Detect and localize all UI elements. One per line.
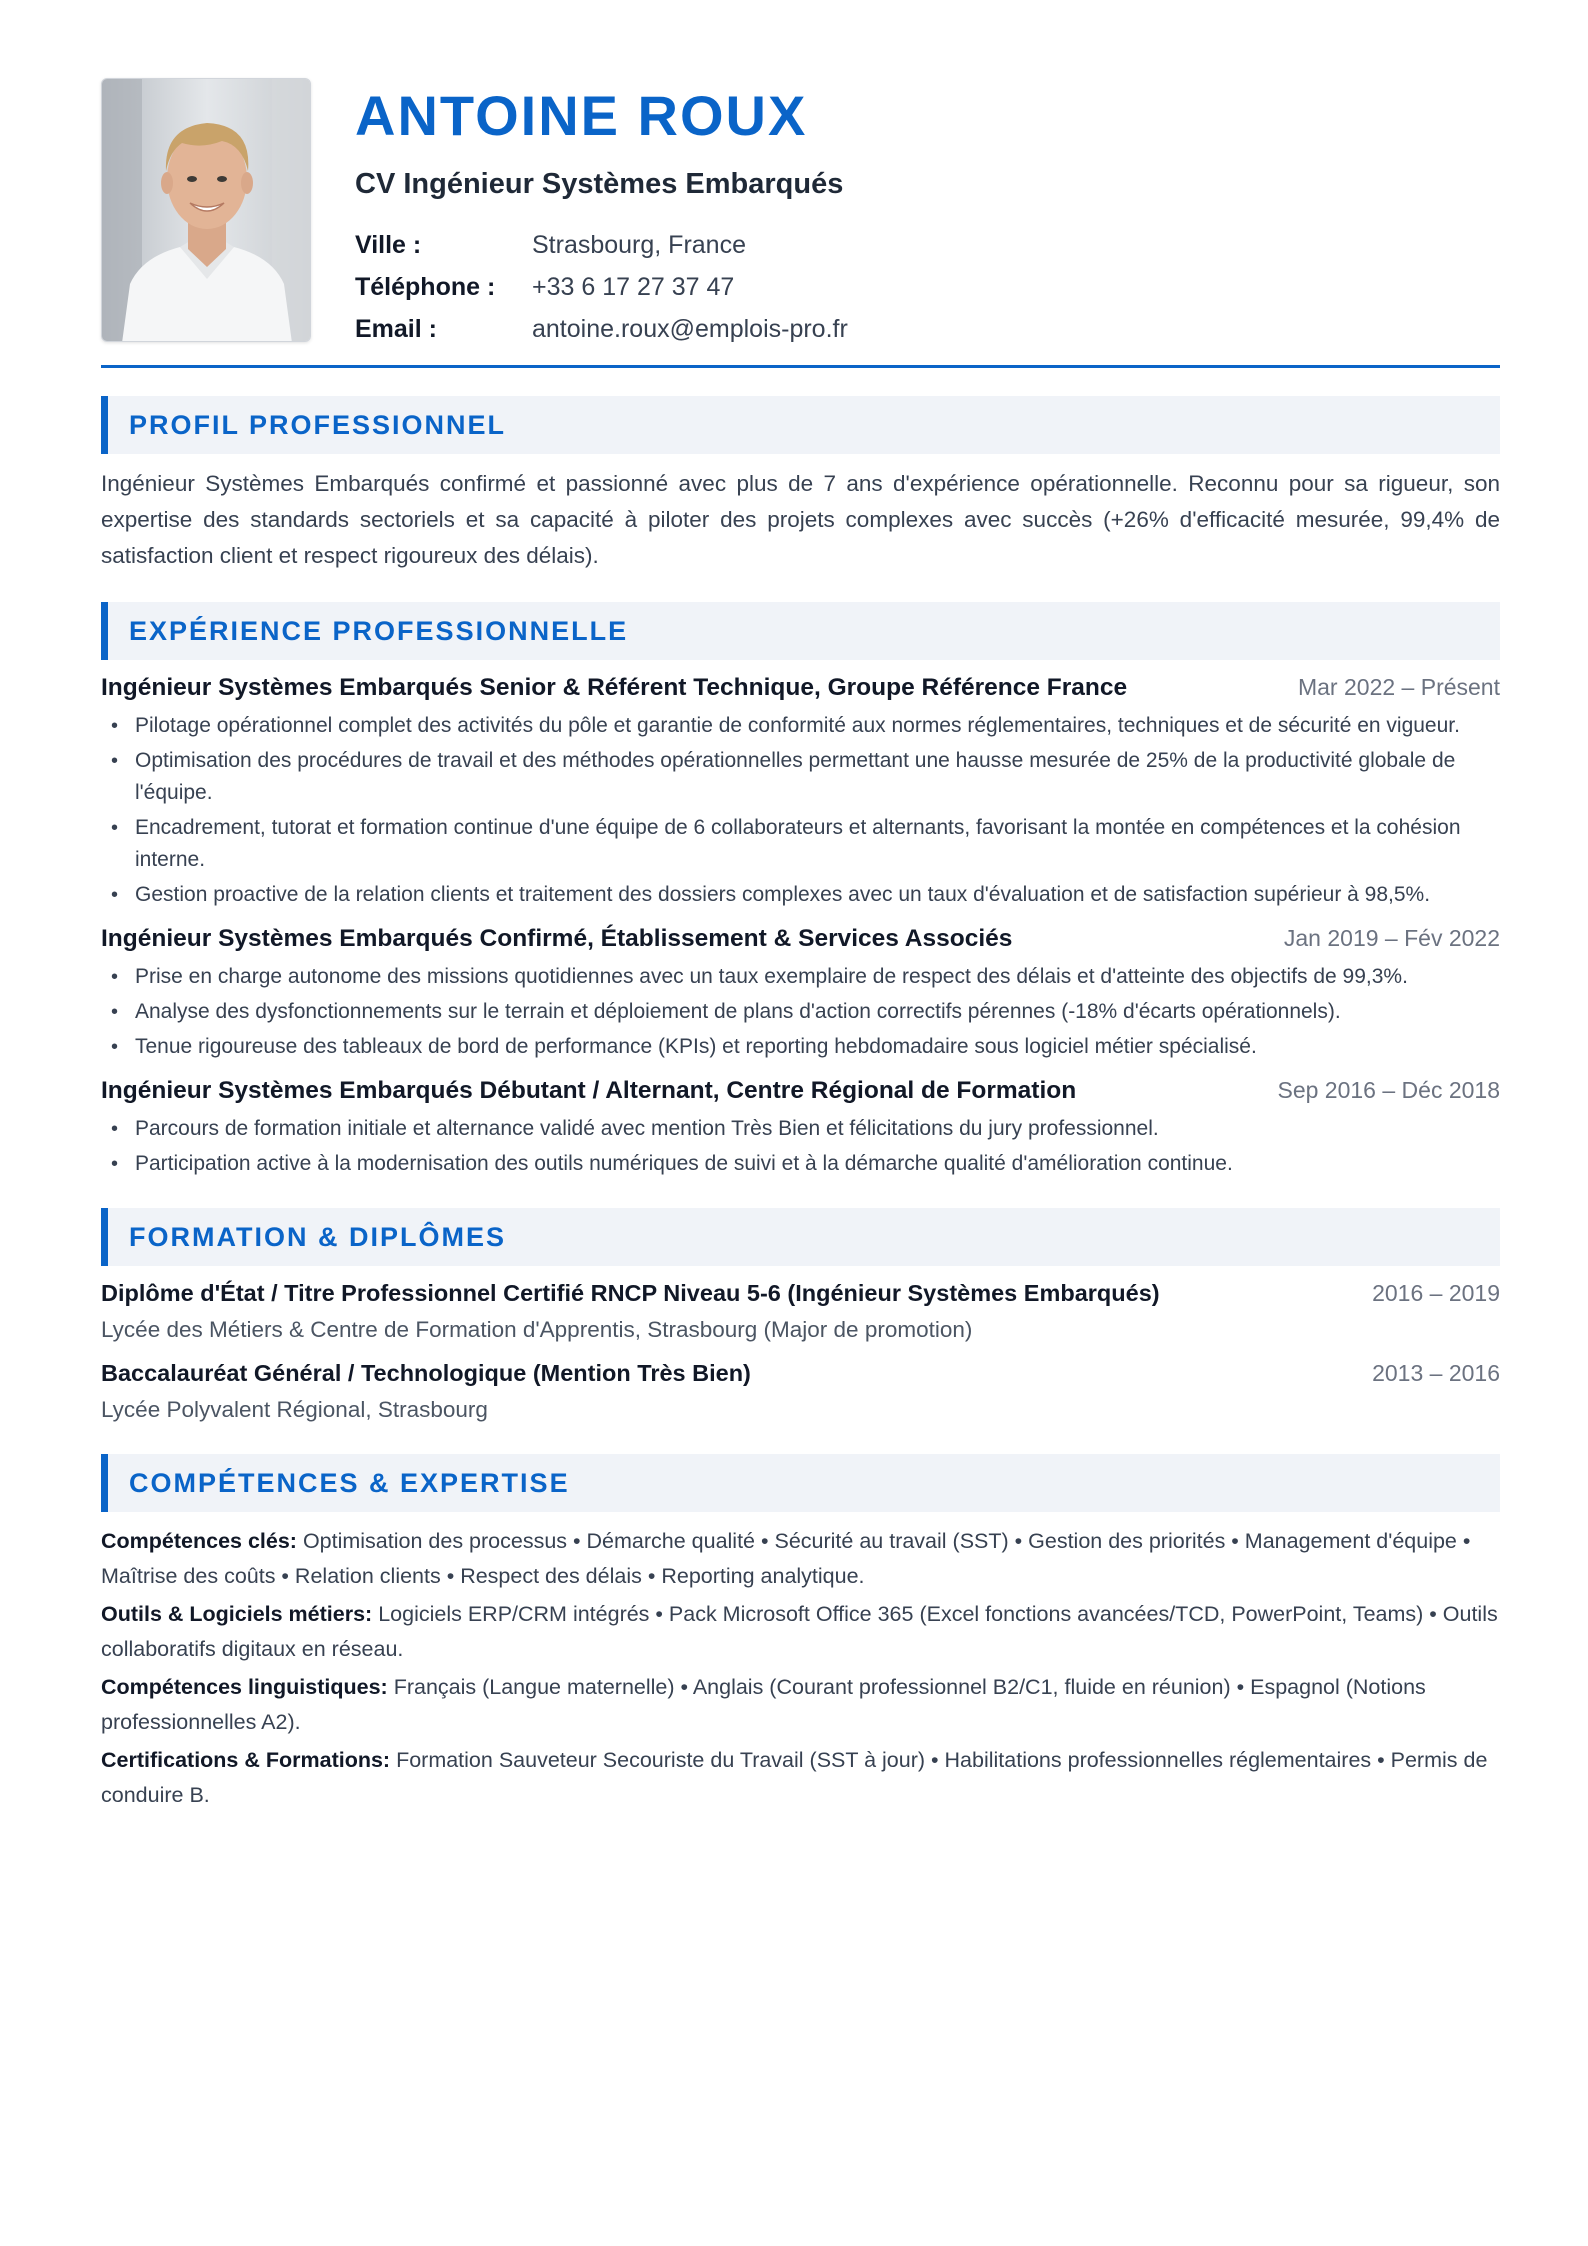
header-divider	[101, 365, 1500, 368]
job-bullets	[101, 961, 1500, 1063]
job-date: Sep 2016 – Déc 2018	[1277, 1077, 1500, 1103]
job-bullets	[101, 1113, 1500, 1180]
job-title: Ingénieur Systèmes Embarqués Senior & Référent Technique, Groupe Référence France	[101, 674, 1128, 701]
list-item: • Pilotage opérationnel complet des activités du pôle et garantie de conformité aux normes réglementaires, techniques et de sécurité en vigueur.	[101, 710, 1500, 742]
skill-label: Compétences clés:	[101, 1529, 297, 1553]
job-date: Jan 2019 – Fév 2022	[1283, 925, 1500, 951]
skills-list	[101, 1524, 1500, 1812]
contact-row-email	[355, 308, 1495, 350]
education-entry	[101, 1360, 1500, 1426]
contact-details	[355, 224, 1495, 350]
education-header	[101, 1360, 1500, 1394]
degree-title: Baccalauréat Général / Technologique (Mention Très Bien)	[101, 1360, 751, 1386]
section-title: EXPÉRIENCE PROFESSIONNELLE	[129, 615, 629, 646]
degree-date: 2016 – 2019	[1372, 1280, 1500, 1306]
contact-value-city: Strasbourg, France	[532, 230, 746, 259]
section-title: COMPÉTENCES & EXPERTISE	[129, 1467, 570, 1498]
contact-row-city	[355, 224, 1495, 266]
section-title: PROFIL PROFESSIONNEL	[129, 409, 507, 440]
skill-label: Outils & Logiciels métiers:	[101, 1602, 373, 1626]
contact-value-email[interactable]: antoine.roux@emplois-pro.fr	[532, 314, 848, 343]
section-header	[101, 1454, 1500, 1512]
candidate-name: ANTOINE ROUX	[355, 84, 808, 147]
job-header	[101, 925, 1500, 959]
job-entry	[101, 674, 1500, 911]
job-date: Mar 2022 – Présent	[1297, 674, 1500, 700]
contact-label: Email :	[355, 314, 437, 343]
portrait-image	[102, 79, 311, 342]
cv-subtitle: CV Ingénieur Systèmes Embarqués	[355, 168, 844, 200]
profile-photo	[101, 78, 311, 342]
contact-value-phone[interactable]: +33 6 17 27 37 47	[532, 272, 735, 301]
skill-label: Compétences linguistiques:	[101, 1675, 388, 1699]
job-header	[101, 1077, 1500, 1111]
contact-label: Ville :	[355, 230, 422, 259]
skill-text: Optimisation des processus • Démarche qualité • Sécurité au travail (SST) • Gestion des priorités • Management d'équipe • Maîtrise des coûts • Relation clients • Respect des délais • Reporting analytique.	[101, 1529, 1471, 1588]
skill-text: Logiciels ERP/CRM intégrés • Pack Microsoft Office 365 (Excel fonctions avancées/TCD, PowerPoint, Teams) • Outils collaboratifs digitaux en réseau.	[101, 1602, 1498, 1661]
header-info	[355, 78, 1495, 350]
job-title: Ingénieur Systèmes Embarqués Confirmé, Établissement & Services Associés	[101, 925, 1013, 952]
education-header	[101, 1280, 1500, 1314]
education-entry	[101, 1280, 1500, 1346]
list-item: • Optimisation des procédures de travail et des méthodes opérationnelles permettant une hausse mesurée de 25% de la productivité globale de l'équipe.	[101, 745, 1500, 809]
school-name: Lycée des Métiers & Centre de Formation d'Apprentis, Strasbourg (Major de promotion)	[101, 1317, 973, 1342]
list-item: • Prise en charge autonome des missions quotidiennes avec un taux exemplaire de respect des délais et d'atteinte des objectifs de 99,3%.	[101, 961, 1500, 993]
skill-text: Français (Langue maternelle) • Anglais (Courant professionnel B2/C1, fluide en réunion) • Espagnol (Notions professionnelles A2).	[101, 1675, 1426, 1734]
section-education	[101, 1208, 1500, 1426]
section-title: FORMATION & DIPLÔMES	[129, 1221, 506, 1252]
skill-text: Formation Sauveteur Secouriste du Travail (SST à jour) • Habilitations professionnelles réglementaires • Permis de conduire B.	[101, 1748, 1488, 1807]
section-experience	[101, 602, 1500, 1180]
skill-line	[101, 1743, 1500, 1812]
job-bullets	[101, 710, 1500, 911]
skill-line	[101, 1524, 1500, 1593]
resume-page	[101, 78, 1500, 1812]
section-header	[101, 396, 1500, 454]
skill-label: Certifications & Formations:	[101, 1748, 391, 1772]
contact-row-phone	[355, 266, 1495, 308]
degree-title: Diplôme d'État / Titre Professionnel Certifié RNCP Niveau 5-6 (Ingénieur Systèmes Embarqués)	[101, 1280, 1160, 1306]
contact-label: Téléphone :	[355, 272, 496, 301]
skill-line	[101, 1597, 1500, 1666]
list-item: • Encadrement, tutorat et formation continue d'une équipe de 6 collaborateurs et alternants, favorisant la montée en compétences et la cohésion interne.	[101, 812, 1500, 876]
list-item: • Analyse des dysfonctionnements sur le terrain et déploiement de plans d'action correctifs pérennes (-18% d'écarts opérationnels).	[101, 996, 1500, 1028]
profile-summary: Ingénieur Systèmes Embarqués confirmé et passionné avec plus de 7 ans d'expérience opérationnelle. Reconnu pour sa rigueur, son expertise des standards sectoriels et sa capacité à piloter des projets complexes avec succès (+26% d'efficacité mesurée, 99,4% de satisfaction client et respect rigoureux des délais).	[101, 471, 1500, 568]
skill-line	[101, 1670, 1500, 1739]
section-skills	[101, 1454, 1500, 1812]
school-name: Lycée Polyvalent Régional, Strasbourg	[101, 1397, 488, 1422]
section-header	[101, 602, 1500, 660]
list-item: • Tenue rigoureuse des tableaux de bord de performance (KPIs) et reporting hebdomadaire sous logiciel métier spécialisé.	[101, 1031, 1500, 1063]
section-header	[101, 1208, 1500, 1266]
section-profile	[101, 396, 1500, 574]
job-entry	[101, 1077, 1500, 1180]
job-title: Ingénieur Systèmes Embarqués Débutant / Alternant, Centre Régional de Formation	[101, 1077, 1077, 1104]
list-item: • Participation active à la modernisation des outils numériques de suivi et à la démarche qualité d'amélioration continue.	[101, 1148, 1500, 1180]
list-item: • Parcours de formation initiale et alternance validé avec mention Très Bien et félicitations du jury professionnel.	[101, 1113, 1500, 1145]
list-item: • Gestion proactive de la relation clients et traitement des dossiers complexes avec un taux d'évaluation et de satisfaction supérieur à 98,5%.	[101, 879, 1500, 911]
resume-header	[101, 78, 1500, 368]
job-header	[101, 674, 1500, 708]
degree-date: 2013 – 2016	[1372, 1360, 1500, 1386]
job-entry	[101, 925, 1500, 1063]
